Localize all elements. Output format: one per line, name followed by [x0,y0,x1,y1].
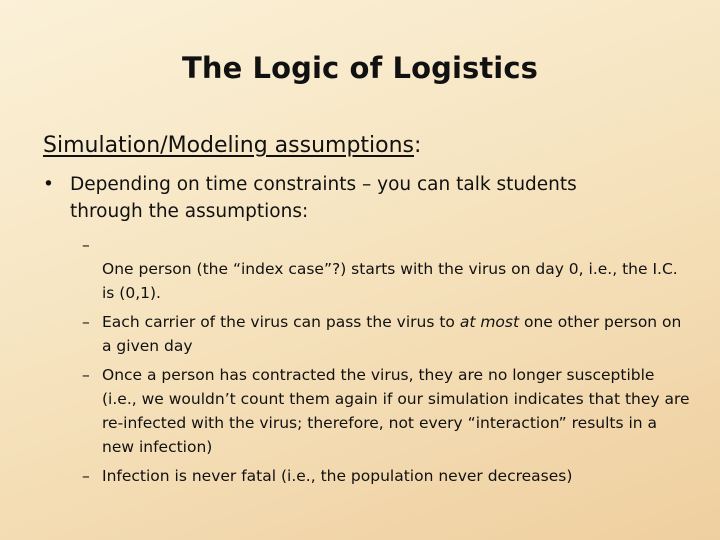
sub-bullet-text: Infection is never fatal (i.e., the population never decreases) [102,467,573,485]
dash-icon: – [82,366,90,384]
section-heading [43,131,421,161]
slide-title: The Logic of Logistics [181,51,539,85]
sub-bullet-list [82,233,692,493]
dash-icon: – [82,313,90,331]
sub-bullet-item [82,310,692,358]
dash-icon: – [82,236,90,254]
dash-icon: – [82,467,90,485]
sub-bullet-item [82,363,692,459]
sub-bullet-text: Once a person has contracted the virus, they are no longer susceptible (i.e., we wouldn’t count them again if our simulation indicates that they are re-infected with the virus; therefore, not every “interaction” results in a new infection) [102,366,690,456]
sub-bullet-item [82,233,692,305]
section-heading-text: Simulation/Modeling assumptions [43,133,415,158]
main-bullet [43,171,643,225]
bullet-dot-icon: • [43,174,54,195]
section-heading-colon: : [414,133,422,158]
main-bullet-text: Depending on time constraints – you can talk students through the assumptions: [70,174,577,222]
sub-bullet-text: Each carrier of the virus can pass the virus to at most one other person on a given day [102,313,682,355]
sub-bullet-text: One person (the “index case”?) starts with the virus on day 0, i.e., the I.C. is (0,1). [102,260,678,302]
emphasis-text: at most [459,313,520,331]
sub-bullet-item [82,464,692,488]
